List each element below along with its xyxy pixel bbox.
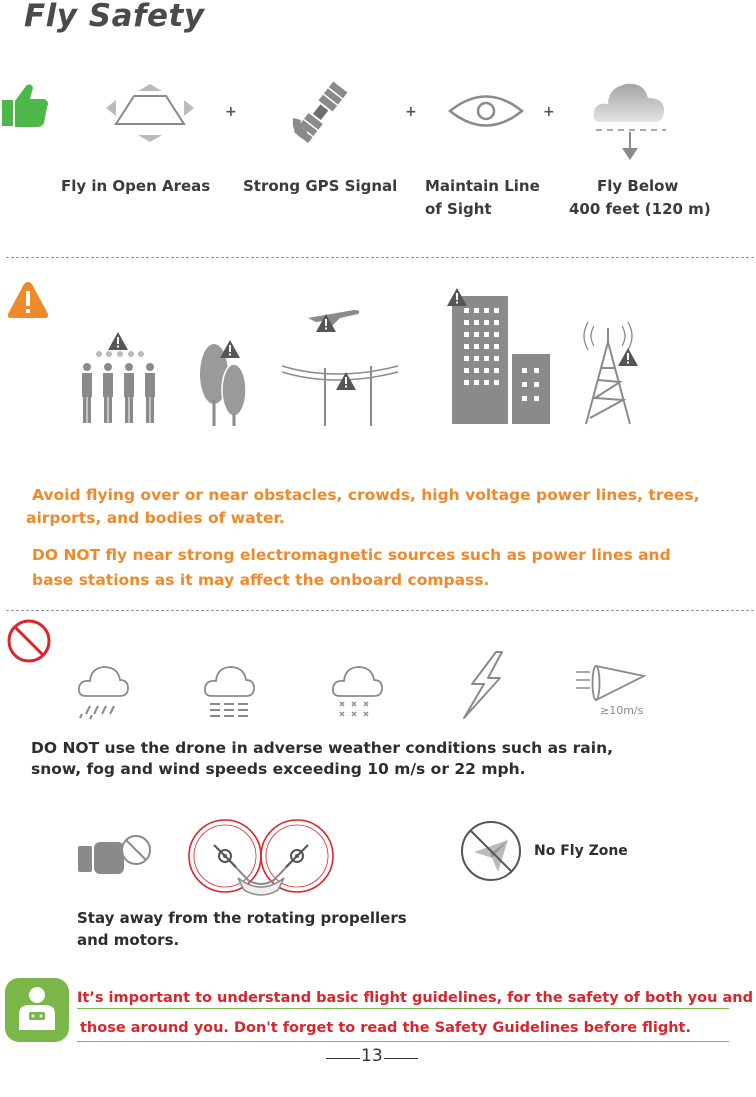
caption-fly-below-1: Fly Below (597, 177, 679, 195)
crowd-icon (78, 332, 162, 428)
power-lines-airplane-icon (280, 300, 410, 428)
warning-text-1: Avoid flying over or near obstacles, crowds, high voltage power lines, trees, (32, 486, 700, 504)
page-number: 13 (361, 1046, 383, 1066)
wind-speed-label: ≥10m/s (600, 704, 644, 717)
caption-fly-below-2: 400 feet (120 m) (569, 200, 711, 218)
eye-icon (448, 90, 524, 132)
prohibited-icon (6, 618, 52, 664)
warning-text-3: DO NOT fly near strong electromagnetic sources such as power lines and (32, 546, 671, 564)
note-text-1: It’s important to understand basic flight guidelines, for the safety of both you and (77, 990, 753, 1006)
no-fly-zone-label: No Fly Zone (534, 843, 628, 859)
hand-prohibited-icon (78, 834, 154, 878)
lightning-icon (458, 650, 508, 720)
warning-icon (6, 280, 50, 320)
pilot-avatar-icon (5, 978, 69, 1042)
rotating-propellers-icon (186, 818, 336, 910)
section-divider (6, 257, 754, 258)
note-text-2: those around you. Don't forget to read the Safety Guidelines before flight. (80, 1020, 691, 1036)
note-underline (77, 1008, 729, 1009)
section-divider (6, 610, 754, 611)
propeller-text-1: Stay away from the rotating propellers (77, 909, 407, 927)
open-area-icon (100, 82, 200, 144)
thumbs-up-icon (0, 80, 50, 130)
buildings-icon (446, 288, 554, 428)
note-underline (77, 1041, 729, 1042)
radio-tower-icon (576, 318, 642, 428)
trees-icon (198, 340, 250, 428)
page-number-rule (384, 1058, 418, 1059)
caption-line-of-sight-1: Maintain Line (425, 177, 540, 195)
caption-line-of-sight-2: of Sight (425, 200, 492, 218)
fog-icon (202, 662, 256, 720)
wind-sock-icon (574, 660, 650, 718)
warning-text-4: base stations as it may affect the onboard compass. (32, 571, 490, 589)
warning-text-2: airports, and bodies of water. (26, 509, 285, 527)
cloud-below-icon (592, 72, 668, 164)
plus-sign: + (405, 104, 417, 120)
caption-gps: Strong GPS Signal (243, 177, 398, 195)
rain-icon (76, 662, 130, 720)
page-title: Fly Safety (24, 0, 205, 34)
satellite-icon (285, 82, 355, 144)
weather-text-2: snow, fog and wind speeds exceeding 10 m/s or 22 mph. (31, 760, 526, 778)
caption-open-areas: Fly in Open Areas (61, 177, 211, 195)
page-number-rule (326, 1058, 360, 1059)
propeller-text-2: and motors. (77, 931, 180, 949)
plus-sign: + (543, 104, 555, 120)
weather-text-1: DO NOT use the drone in adverse weather conditions such as rain, (31, 739, 613, 757)
no-fly-zone-icon (460, 820, 522, 882)
snow-icon (330, 662, 384, 720)
plus-sign: + (225, 104, 237, 120)
